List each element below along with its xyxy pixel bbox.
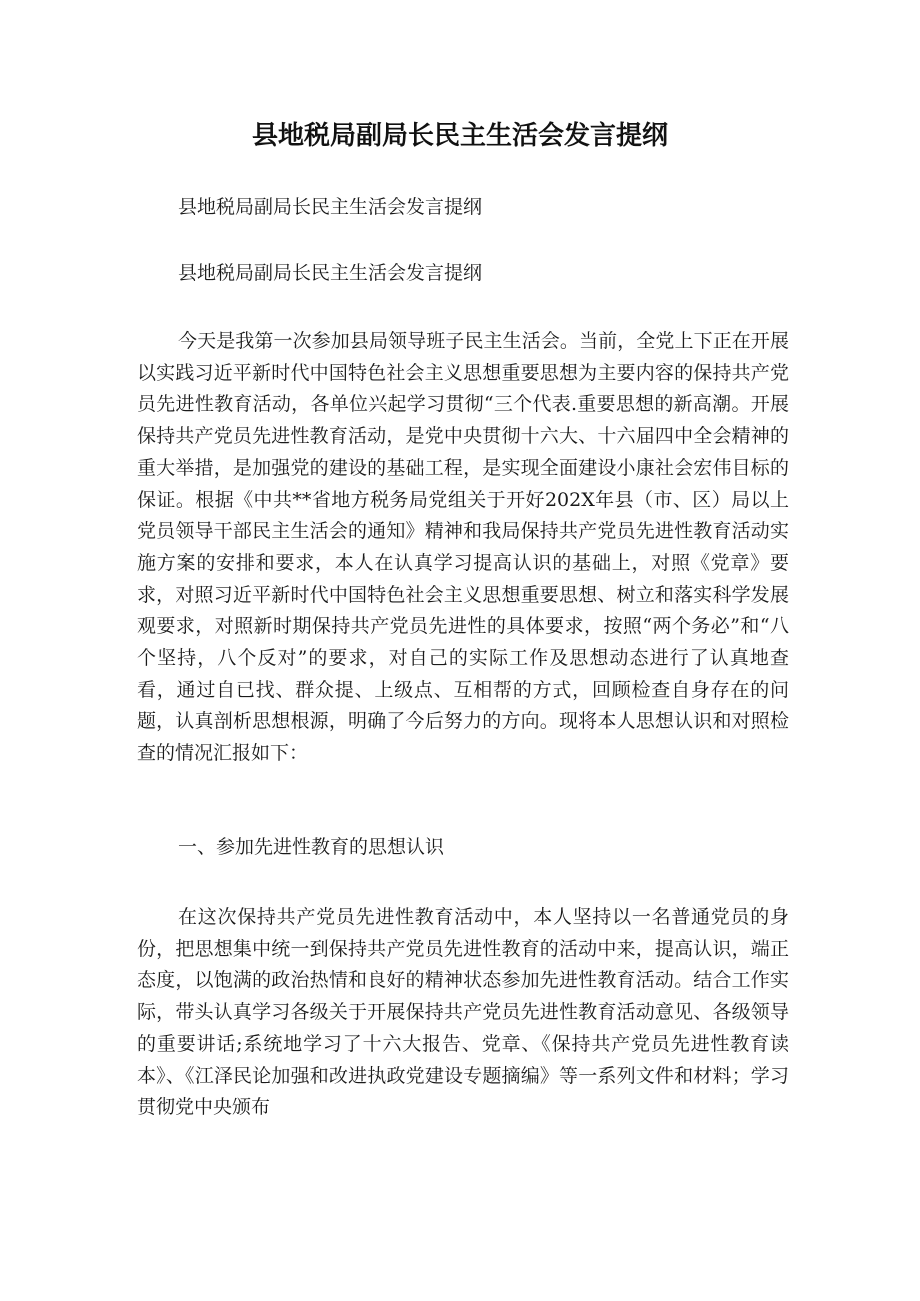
document-subtitle-line: 县地税局副局长民主生活会发言提纲 (178, 196, 483, 218)
section-heading: 一、参加先进性教育的思想认识 (178, 836, 445, 858)
body-paragraph: 在这次保持共产党员先进性教育活动中，本人坚持以一名普通党员的身份，把思想集中统一到保持共产党员先进性教育的活动中来，提高认识，端正态度，以饱满的政治热情和良好的精神状态参加先进性教育活动。结合工作实际，带头认真学习各级关于开展保持共产党员先进性教育活动意见、各级领导的重要讲话;系统地学习了十六大报告、党章、《保持共产党员先进性教育读本》、《江泽民论加强和改进执政党建设专题摘编》等一系列文件和材料；学习贯彻党中央颁布 (137, 906, 789, 1119)
document-title: 县地税局副局长民主生活会发言提纲 (251, 121, 668, 151)
document-subtitle-line: 县地税局副局长民主生活会发言提纲 (178, 262, 483, 284)
body-paragraph: 今天是我第一次参加县局领导班子民主生活会。当前，全党上下正在开展以实践习近平新时代中国特色社会主义思想重要思想为主要内容的保持共产党员先进性教育活动，各单位兴起学习贯彻“三个代表.重要思想的新高潮。开展保持共产党员先进性教育活动，是党中央贯彻十六大、十六届四中全会精神的重大举措，是加强党的建设的基础工程，是实现全面建设小康社会宏伟目标的保证。根据《中共**省地方税务局党组关于开好202X年县（市、区）局以上党员领导干部民主生活会的通知》精神和我局保持共产党员先进性教育活动实施方案的安排和要求，本人在认真学习提高认识的基础上，对照《党章》要求，对照习近平新时代中国特色社会主义思想重要思想、树立和落实科学发展观要求，对照新时期保持共产党员先进性的具体要求，按照“两个务必”和“八个坚持，八个反对”的要求，对自己的实际工作及思想动态进行了认真地查看，通过自已找、群众提、上级点、互相帮的方式，回顾检查自身存在的问题，认真剖析思想根源，明确了今后努力的方向。现将本人思想认识和对照检查的情况汇报如下： (137, 330, 789, 765)
